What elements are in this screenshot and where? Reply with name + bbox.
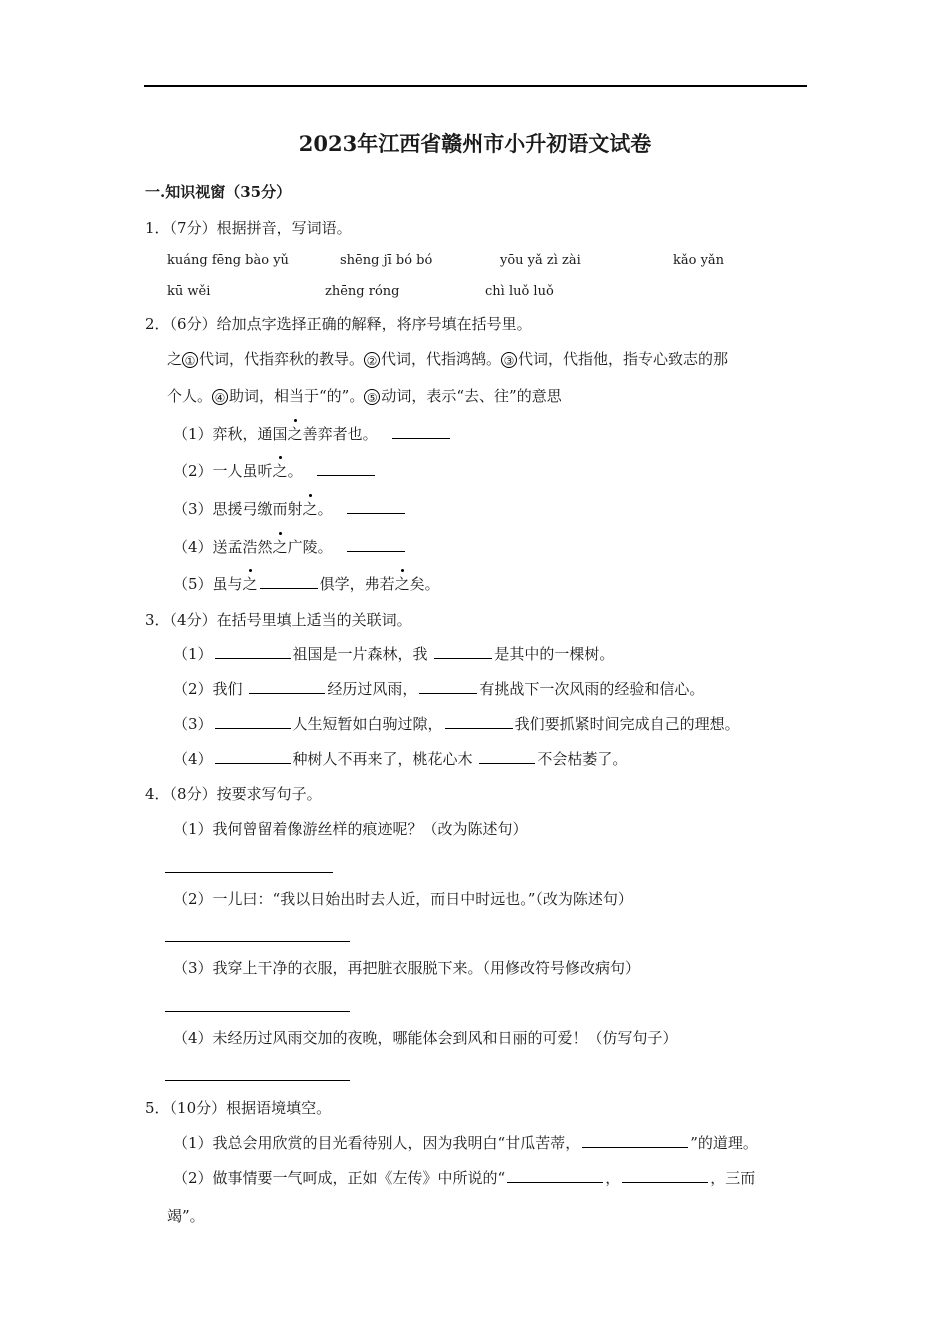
q5-item-2-text: （2）做事情要一气呵成，正如《左传》中所说的“ [173,1169,506,1187]
answer-blank[interactable] [260,574,318,589]
q3-item-3-text-end: 我们要抓紧时间完成自己的理想。 [514,715,740,733]
def-3: 代词，代指他，指专心致志的那 [518,350,729,368]
pinyin-3: yōu yǎ zì zài [500,253,581,268]
answer-blank[interactable] [347,537,405,552]
q5-stem: 5．（10分）根据语境填空。 [145,1099,332,1117]
q3-item-4 [173,749,627,769]
q3-item-3 [173,714,740,734]
answer-blank[interactable] [419,679,477,694]
q2-item-5-text-mid: 俱学，弗若 [319,575,395,593]
q3-item-4-text-end: 不会枯萎了。 [537,750,628,768]
pinyin-2: shēng jī bó bó [340,253,433,268]
def-prefix: 之 [167,350,183,368]
answer-blank[interactable] [215,644,291,659]
q4-stem: 4．（8分）按要求写句子。 [145,785,322,803]
answer-blank[interactable] [479,749,535,764]
q5-item-1-text-end: ”的道理。 [690,1134,758,1152]
q2-item-3-text: （3）思援弓缴而射 [173,500,303,518]
q3-stem: 3．（4分）在括号里填上适当的关联词。 [145,611,412,629]
q3-item-2-label: （2）我们 [173,680,243,698]
q3-item-4-text: 种树人不再来了，桃花心木 [292,750,473,768]
header-rule [144,85,807,87]
dotted-char: 之 [272,462,288,480]
q2-item-3-text-end: 。 [317,500,333,518]
answer-blank[interactable] [347,499,405,514]
answer-blank[interactable] [507,1168,603,1183]
dotted-char: 之 [272,538,288,556]
q3-item-3-label: （3） [173,715,213,733]
q3-item-2 [173,679,704,699]
q2-item-5-text-end: 矣。 [409,575,440,593]
q3-item-2-text: 经历过风雨， [327,680,418,698]
q2-item-5-text: （5）虽与 [173,575,243,593]
q4-item-2: （2）一儿曰：“我以日始出时去人近，而日中时远也。”（改为陈述句） [173,890,633,908]
circle-5-icon: ⑤ [364,389,380,405]
q2-item-2-text-end: 。 [287,462,303,480]
answer-blank[interactable] [582,1133,688,1148]
answer-line[interactable] [165,1080,350,1081]
def-1: 代词，代指弈秋的教导。 [199,350,365,368]
answer-blank[interactable] [215,714,291,729]
circle-2-icon: ② [364,352,380,368]
q2-item-3 [173,499,407,519]
q2-item-1-text-end: 善弈者也。 [302,425,378,443]
q3-item-3-text: 人生短暂如白驹过隙， [292,715,443,733]
q3-item-4-label: （4） [173,750,213,768]
answer-blank[interactable] [445,714,513,729]
pinyin-5: kū wěi [167,284,211,299]
q1-stem: 1．（7分）根据拼音，写词语。 [145,219,352,237]
pinyin-7: chì luǒ luǒ [485,284,554,299]
q5-item-1 [173,1133,758,1153]
q2-item-1 [173,424,452,444]
circle-1-icon: ① [182,352,198,368]
section-heading: 一.知识视窗（35分） [145,183,292,201]
dotted-char: 之 [394,575,410,593]
q5-item-2-sep: ， [605,1169,621,1187]
pinyin-1: kuáng fēng bào yǔ [167,253,289,268]
q3-item-2-text-end: 有挑战下一次风雨的经验和信心。 [479,680,705,698]
q2-item-4-text: （4）送孟浩然 [173,538,273,556]
q2-item-2 [173,461,377,481]
q5-item-2-text-end: ，三而 [710,1169,756,1187]
q2-stem: 2．（6分）给加点字选择正确的解释，将序号填在括号里。 [145,315,532,333]
answer-blank[interactable] [249,679,325,694]
q4-item-1: （1）我何曾留着像游丝样的痕迹呢？（改为陈述句） [173,820,528,838]
dotted-char: 之 [242,575,258,593]
answer-blank[interactable] [434,644,492,659]
q2-definitions-cont [167,386,562,406]
q2-item-4 [173,537,407,557]
q5-item-1-text: （1）我总会用欣赏的目光看待别人，因为我明白“甘瓜苦蒂， [173,1134,581,1152]
q2-item-2-text: （2）一人虽听 [173,462,273,480]
dotted-char: 之 [302,500,318,518]
pinyin-4: kǎo yǎn [673,253,725,268]
exam-title: 2023年江西省赣州市小升初语文试卷 [298,131,652,156]
q3-item-1 [173,644,614,664]
q2-item-5 [173,574,440,594]
q3-item-1-label: （1） [173,645,213,663]
def-4: 助词，相当于“的”。 [229,387,365,405]
answer-line[interactable] [165,872,333,873]
def-3-cont: 个人。 [167,387,213,405]
q5-item-2-cont: 竭”。 [167,1207,205,1225]
def-5: 动词，表示“去、往”的意思 [381,387,562,405]
q4-item-3: （3）我穿上干净的衣服，再把脏衣服脱下来。（用修改符号修改病句） [173,959,641,977]
q3-item-1-text: 祖国是一片森林，我 [292,645,428,663]
q2-item-4-text-end: 广陵。 [287,538,333,556]
dotted-char: 之 [287,425,303,443]
pinyin-6: zhēng róng [325,284,400,299]
q2-definitions [167,349,728,369]
q3-item-1-text-end: 是其中的一棵树。 [494,645,615,663]
answer-line[interactable] [165,941,350,942]
answer-blank[interactable] [215,749,291,764]
q5-item-2 [173,1168,755,1188]
q4-item-4: （4）未经历过风雨交加的夜晚，哪能体会到风和日丽的可爱！（仿写句子） [173,1029,678,1047]
def-2: 代词，代指鸿鹄。 [381,350,502,368]
answer-blank[interactable] [392,424,450,439]
answer-blank[interactable] [622,1168,708,1183]
circle-4-icon: ④ [212,389,228,405]
answer-line[interactable] [165,1011,350,1012]
circle-3-icon: ③ [501,352,517,368]
answer-blank[interactable] [317,461,375,476]
q2-item-1-text: （1）弈秋，通国 [173,425,288,443]
